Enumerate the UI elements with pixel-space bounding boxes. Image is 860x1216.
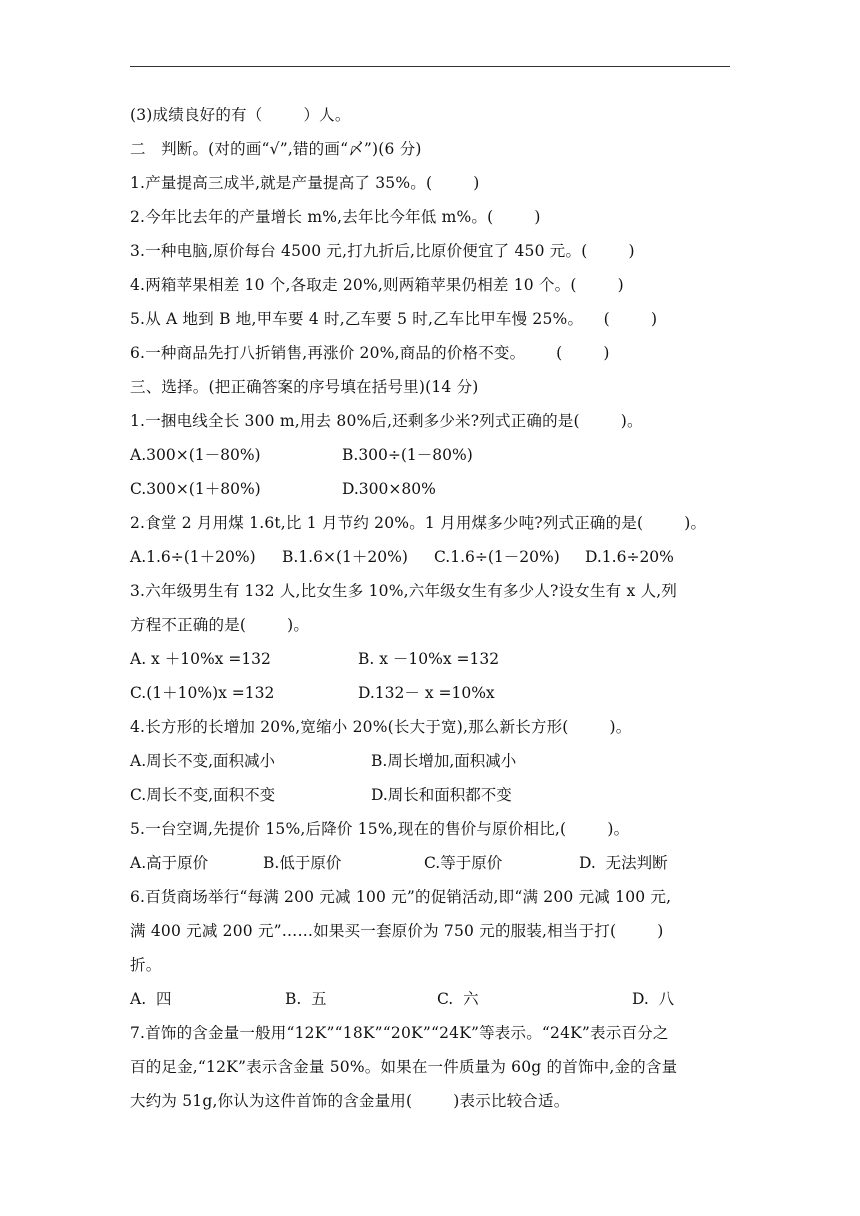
choice-q6-option-c: C. 六	[437, 990, 479, 1008]
choice-q2-option-c: C.1.6÷(1－20%)	[434, 548, 560, 566]
judge-item-1: 1.产量提高三成半,就是产量提高了 35%。( )	[130, 174, 480, 192]
choice-q4-option-d: D.周长和面积都不变	[371, 786, 512, 804]
choice-q7-stem-line2: 百的足金,“12K”表示含金量 50%。如果在一件质量为 60g 的首饰中,金的含量	[130, 1058, 678, 1076]
choice-q3-stem-line2: 方程不正确的是( )。	[130, 616, 310, 634]
section-2-heading: 二 判断。(对的画“√”,错的画“〆”)(6 分)	[130, 140, 422, 158]
judge-item-2: 2.今年比去年的产量增长 m%,去年比今年低 m%。( )	[130, 208, 541, 226]
choice-q5-option-c: C.等于原价	[424, 854, 503, 872]
choice-q4-option-c: C.周长不变,面积不变	[130, 786, 276, 804]
judge-item-3: 3.一种电脑,原价每台 4500 元,打九折后,比原价便宜了 450 元。( )	[130, 242, 635, 260]
choice-q2-option-d: D.1.6÷20%	[585, 548, 674, 566]
choice-q3-stem-line1: 3.六年级男生有 132 人,比女生多 10%,六年级女生有多少人?设女生有 x 人,列	[130, 582, 678, 600]
choice-q2-option-b: B.1.6×(1＋20%)	[282, 548, 408, 566]
choice-q2-option-a: A.1.6÷(1＋20%)	[130, 548, 256, 566]
choice-q1-option-d: D.300×80%	[342, 480, 436, 498]
choice-q5-stem: 5.一台空调,先提价 15%,后降价 15%,现在的售价与原价相比,( )。	[130, 820, 630, 838]
choice-q4-option-a: A.周长不变,面积减小	[130, 752, 276, 770]
choice-q6-stem-line3: 折。	[130, 956, 162, 974]
question-3-line: (3)成绩良好的有（ ）人。	[130, 106, 351, 124]
choice-q7-stem-line3: 大约为 51g,你认为这件首饰的含金量用( )表示比较合适。	[130, 1092, 570, 1110]
choice-q6-option-a: A. 四	[130, 990, 172, 1008]
header-rule	[130, 66, 730, 67]
choice-q1-option-a: A.300×(1－80%)	[130, 446, 261, 464]
judge-item-5: 5.从 A 地到 B 地,甲车要 4 时,乙车要 5 时,乙车比甲车慢 25%。 ( )	[130, 310, 658, 328]
choice-q1-option-c: C.300×(1＋80%)	[130, 480, 261, 498]
choice-q2-stem: 2.食堂 2 月用煤 1.6t,比 1 月节约 20%。1 月用煤多少吨?列式正确的是( )。	[130, 514, 707, 532]
choice-q6-option-d: D. 八	[632, 990, 675, 1008]
choice-q6-stem-line1: 6.百货商场举行“每满 200 元减 100 元”的促销活动,即“满 200 元减 100 元,	[130, 888, 672, 906]
choice-q5-option-d: D. 无法判断	[579, 854, 668, 872]
judge-item-6: 6.一种商品先打八折销售,再涨价 20%,商品的价格不变。 ( )	[130, 344, 610, 362]
choice-q3-option-d: D.132－ x =10%x	[358, 684, 495, 702]
choice-q3-option-b: B. x －10%x =132	[358, 650, 500, 668]
choice-q4-option-b: B.周长增加,面积减小	[371, 752, 517, 770]
choice-q6-stem-line2: 满 400 元减 200 元”……如果买一套原价为 750 元的服装,相当于打( )	[130, 922, 664, 940]
section-3-heading: 三、选择。(把正确答案的序号填在括号里)(14 分)	[130, 378, 479, 396]
judge-item-4: 4.两箱苹果相差 10 个,各取走 20%,则两箱苹果仍相差 10 个。( )	[130, 276, 624, 294]
choice-q3-option-a: A. x ＋10%x =132	[130, 650, 271, 668]
choice-q5-option-b: B.低于原价	[263, 854, 342, 872]
choice-q4-stem: 4.长方形的长增加 20%,宽缩小 20%(长大于宽),那么新长方形( )。	[130, 718, 632, 736]
choice-q6-option-b: B. 五	[285, 990, 327, 1008]
choice-q5-option-a: A.高于原价	[130, 854, 209, 872]
choice-q7-stem-line1: 7.首饰的含金量一般用“12K”“18K”“20K”“24K”等表示。“24K”表示百分之	[130, 1024, 669, 1042]
choice-q1-option-b: B.300÷(1－80%)	[342, 446, 473, 464]
choice-q3-option-c: C.(1＋10%)x =132	[130, 684, 275, 702]
choice-q1-stem: 1.一捆电线全长 300 m,用去 80%后,还剩多少米?列式正确的是( )。	[130, 412, 643, 430]
